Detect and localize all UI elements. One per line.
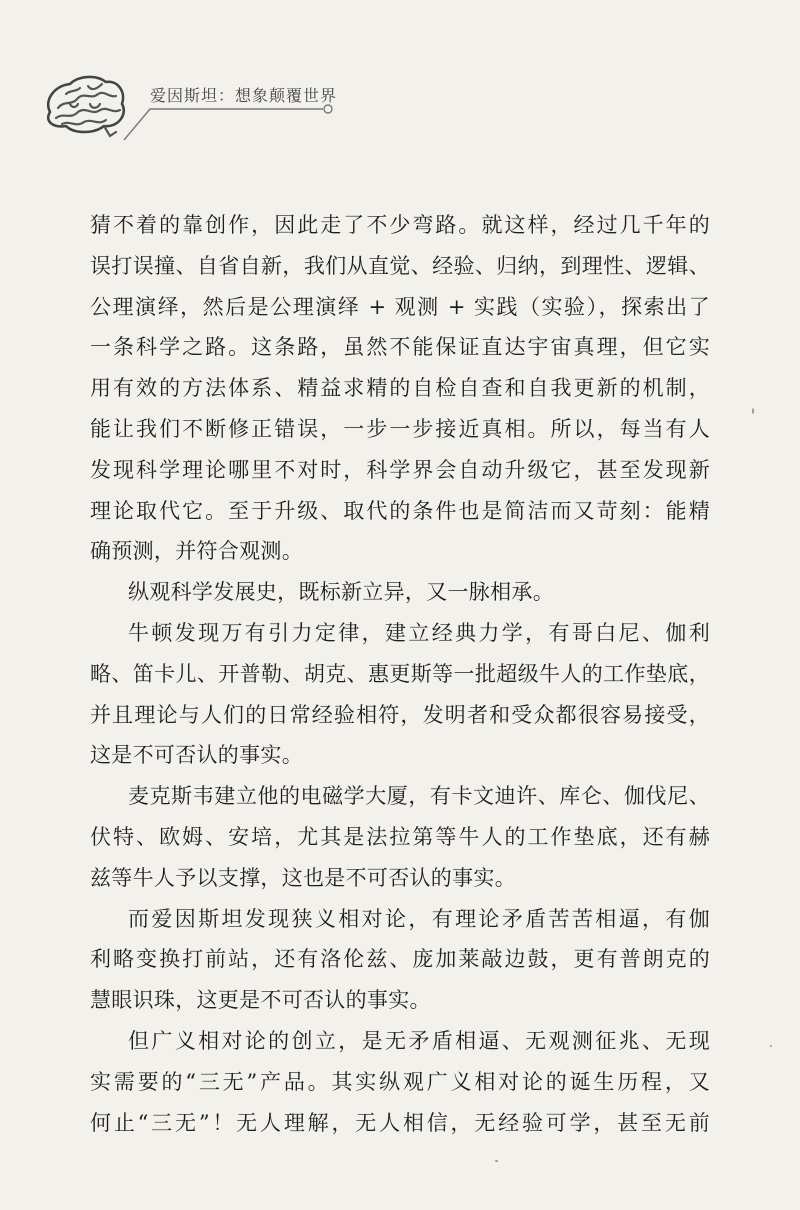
text-line: 发现科学理论哪里不对时，科学界会自动升级它，甚至发现新 xyxy=(90,457,710,482)
text-line: 能让我们不断修正错误，一步一步接近真相。所以，每当有人 xyxy=(90,416,710,441)
paragraph-start: 牛顿发现万有引力定律，建立经典力学，有哥白尼、伽利 xyxy=(128,620,710,645)
text-line: 用有效的方法体系、精益求精的自检自查和自我更新的机制， xyxy=(90,376,710,401)
text-line: 理论取代它。至于升级、取代的条件也是简洁而又苛刻：能精 xyxy=(90,498,710,523)
paragraph-start: 麦克斯韦建立他的电磁学大厦，有卡文迪许、库仑、伽伐尼、 xyxy=(128,784,710,809)
text-line: 慧眼识珠，这更是不可否认的事实。 xyxy=(90,988,431,1013)
header-title: 爱因斯坦：想象颠覆世界 xyxy=(150,86,338,105)
text-line: 伏特、欧姆、安培，尤其是法拉第等牛人的工作垫底，还有赫 xyxy=(90,824,710,849)
text-line: 利略变换打前站，还有洛伦兹、庞加莱敲边鼓，更有普朗克的 xyxy=(90,947,710,972)
scan-speck xyxy=(495,1160,498,1162)
text-line: 猜不着的靠创作，因此走了不少弯路。就这样，经过几千年的 xyxy=(90,213,710,237)
paragraph-start: 但广义相对论的创立，是无矛盾相逼、无观测征兆、无现 xyxy=(128,1028,710,1053)
text-line: 实需要的“三无”产品。其实纵观广义相对论的诞生历程，又 xyxy=(90,1069,710,1094)
brain-icon xyxy=(48,77,124,136)
paragraph-start: 而爱因斯坦发现狭义相对论，有理论矛盾苦苦相逼，有伽 xyxy=(128,906,710,931)
text-line: 公理演绎，然后是公理演绎 + 观测 + 实践（实验），探索出了 xyxy=(90,294,710,319)
header-decoration xyxy=(0,0,800,170)
paragraph-start: 纵观科学发展史，既标新立异，又一脉相承。 xyxy=(128,580,554,605)
text-line: 误打误撞、自省自新，我们从直觉、经验、归纳，到理性、逻辑、 xyxy=(90,253,710,278)
scan-speck xyxy=(770,1045,772,1047)
text-line: 确预测，并符合观测。 xyxy=(90,539,303,564)
text-line: 兹等牛人予以支撑，这也是不可否认的事实。 xyxy=(90,865,516,890)
text-line: 这是不可否认的事实。 xyxy=(90,743,303,768)
header-rule xyxy=(124,109,323,140)
body-text xyxy=(90,205,710,1143)
text-line: 并且理论与人们的日常经验相符，发明者和受众都很容易接受， xyxy=(90,702,710,727)
text-line: 略、笛卡儿、开普勒、胡克、惠更斯等一批超级牛人的工作垫底， xyxy=(90,661,710,686)
scan-speck xyxy=(752,408,754,414)
header-rule-end-icon xyxy=(324,105,332,113)
text-line: 一条科学之路。这条路，虽然不能保证直达宇宙真理，但它实 xyxy=(90,335,710,360)
text-line: 何止“三无”！无人理解，无人相信，无经验可学，甚至无前 xyxy=(90,1110,710,1135)
running-header xyxy=(0,0,800,170)
